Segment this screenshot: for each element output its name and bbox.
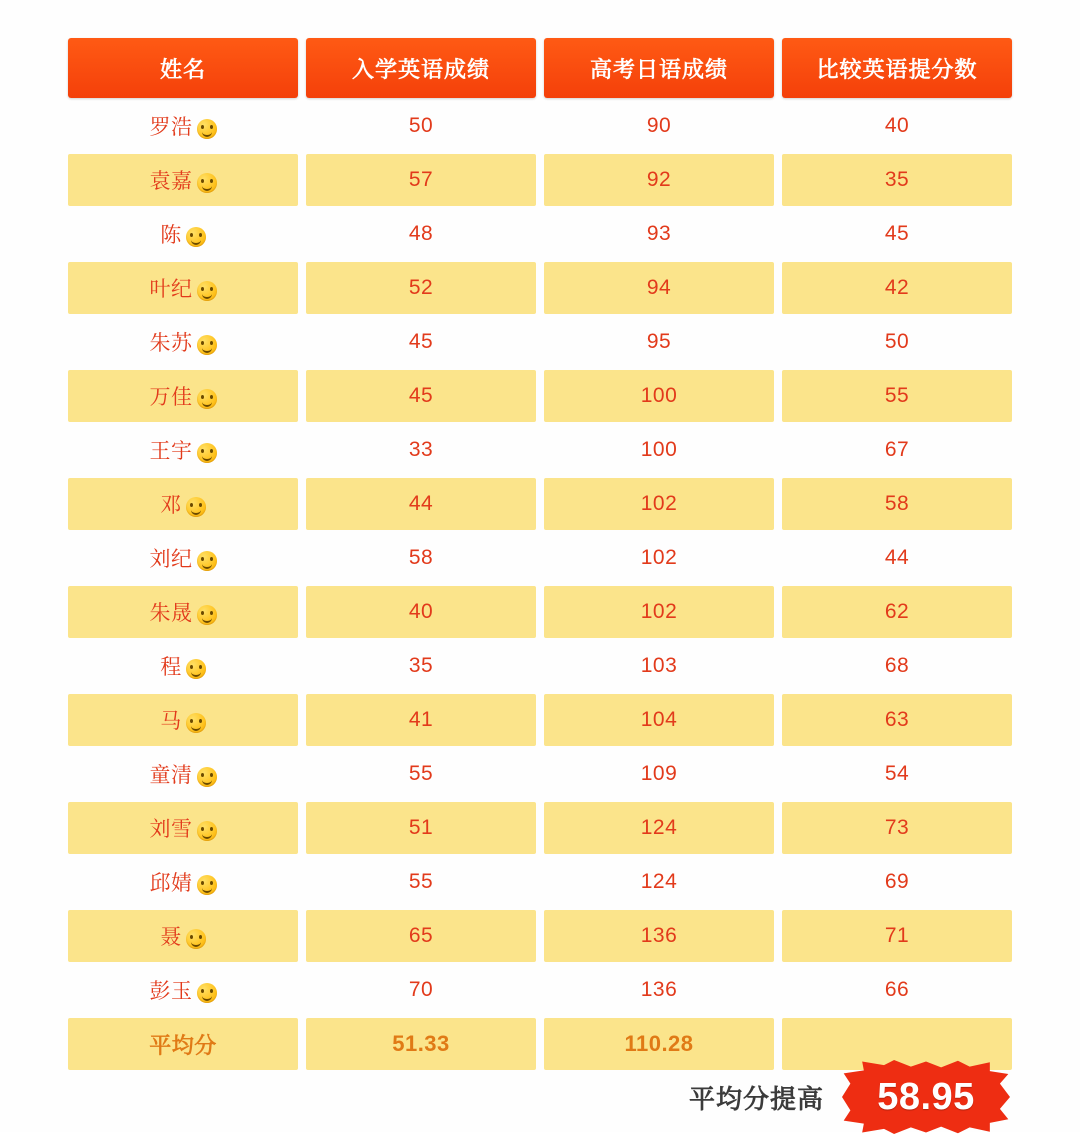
smiley-face-icon (186, 497, 206, 517)
name-text: 彭玉 (149, 980, 193, 1003)
name-text: 王宇 (149, 440, 193, 463)
cell-entry-english: 44 (306, 478, 536, 530)
table-row (68, 370, 1012, 422)
table-row (68, 640, 1012, 692)
cell-gaokao-japanese: 90 (646, 114, 672, 137)
cell-entry-english: 33 (408, 438, 434, 461)
table-row (68, 316, 1012, 368)
table-row (68, 100, 1012, 152)
cell-name (68, 802, 298, 854)
name-text: 马 (160, 710, 182, 733)
smiley-face-icon (186, 227, 206, 247)
cell-name (68, 964, 298, 1016)
cell-name (68, 586, 298, 638)
cell-name (68, 100, 298, 152)
name-text: 邓 (160, 494, 182, 517)
cell-score-gain: 42 (782, 262, 1012, 314)
table-row (68, 586, 1012, 638)
table-row (68, 748, 1012, 800)
cell-gaokao-japanese: 136 (544, 910, 774, 962)
cell-gaokao-japanese: 100 (544, 370, 774, 422)
cell-name (68, 640, 298, 692)
footer-summary (0, 1060, 1080, 1134)
name-text: 陈 (160, 224, 182, 247)
average-gain-badge (842, 1060, 1010, 1134)
smiley-face-icon (197, 173, 217, 193)
name-text: 刘纪 (149, 548, 193, 571)
cell-name (68, 694, 298, 746)
column-header-name: 姓名 (68, 38, 298, 98)
cell-name (68, 154, 298, 206)
smiley-face-icon (197, 281, 217, 301)
cell-name (68, 532, 298, 584)
cell-score-gain: 69 (884, 870, 910, 893)
table-row (68, 154, 1012, 206)
average-gain-label: 平均分提高 (688, 1083, 824, 1114)
table-row (68, 532, 1012, 584)
cell-gaokao-japanese: 100 (640, 438, 678, 461)
cell-gaokao-japanese: 95 (646, 330, 672, 353)
cell-entry-english: 45 (408, 330, 434, 353)
smiley-face-icon (197, 389, 217, 409)
name-text: 万佳 (149, 386, 193, 409)
cell-score-gain: 63 (782, 694, 1012, 746)
column-header-score-gain: 比较英语提分数 (782, 38, 1012, 98)
name-text: 叶纪 (149, 278, 193, 301)
cell-entry-english: 41 (306, 694, 536, 746)
cell-name (68, 910, 298, 962)
cell-entry-english: 40 (306, 586, 536, 638)
cell-gaokao-japanese: 103 (640, 654, 678, 677)
smiley-face-icon (197, 119, 217, 139)
cell-score-gain: 54 (884, 762, 910, 785)
average-gain-value: 58.95 (877, 1075, 975, 1118)
name-text: 刘雪 (149, 818, 193, 841)
cell-entry-english: 55 (408, 870, 434, 893)
cell-entry-english: 52 (306, 262, 536, 314)
cell-score-gain: 50 (884, 330, 910, 353)
cell-average-entry-english: 51.33 (306, 1018, 536, 1070)
cell-score-gain: 58 (782, 478, 1012, 530)
name-text: 程 (160, 656, 182, 679)
cell-average-gaokao-japanese: 110.28 (544, 1018, 774, 1070)
cell-entry-english: 50 (408, 114, 434, 137)
smiley-face-icon (186, 713, 206, 733)
cell-entry-english: 55 (408, 762, 434, 785)
cell-score-gain: 73 (782, 802, 1012, 854)
cell-entry-english: 45 (306, 370, 536, 422)
name-text: 罗浩 (149, 116, 193, 139)
cell-score-gain: 62 (782, 586, 1012, 638)
cell-gaokao-japanese: 136 (640, 978, 678, 1001)
smiley-face-icon (197, 551, 217, 571)
cell-gaokao-japanese: 124 (544, 802, 774, 854)
cell-score-gain: 71 (782, 910, 1012, 962)
cell-name (68, 370, 298, 422)
cell-gaokao-japanese: 102 (640, 546, 678, 569)
table-row (68, 910, 1012, 962)
column-header-entry-english: 入学英语成绩 (306, 38, 536, 98)
name-text: 邱婧 (149, 872, 193, 895)
cell-name (68, 478, 298, 530)
cell-gaokao-japanese: 102 (544, 586, 774, 638)
name-text: 朱苏 (149, 332, 193, 355)
table-header-row (68, 38, 1012, 98)
cell-average-label: 平均分 (68, 1018, 298, 1070)
cell-name (68, 748, 298, 800)
table-row (68, 964, 1012, 1016)
smiley-face-icon (197, 443, 217, 463)
name-text: 聂 (160, 926, 182, 949)
smiley-face-icon (186, 659, 206, 679)
score-table (68, 38, 1012, 1072)
cell-gaokao-japanese: 94 (544, 262, 774, 314)
cell-entry-english: 35 (408, 654, 434, 677)
table-row (68, 208, 1012, 260)
cell-score-gain: 67 (884, 438, 910, 461)
cell-entry-english: 48 (408, 222, 434, 245)
cell-entry-english: 51 (306, 802, 536, 854)
cell-entry-english: 58 (408, 546, 434, 569)
cell-entry-english: 70 (408, 978, 434, 1001)
cell-name (68, 856, 298, 908)
cell-gaokao-japanese: 92 (544, 154, 774, 206)
cell-score-gain: 68 (884, 654, 910, 677)
cell-name (68, 262, 298, 314)
cell-name (68, 208, 298, 260)
table-row (68, 856, 1012, 908)
table-row (68, 424, 1012, 476)
smiley-face-icon (197, 335, 217, 355)
cell-score-gain: 35 (782, 154, 1012, 206)
cell-gaokao-japanese: 104 (544, 694, 774, 746)
smiley-face-icon (197, 605, 217, 625)
table-row (68, 694, 1012, 746)
cell-score-gain: 40 (884, 114, 910, 137)
cell-name (68, 316, 298, 368)
name-text: 童清 (149, 764, 193, 787)
name-text: 朱晟 (149, 602, 193, 625)
cell-score-gain: 66 (884, 978, 910, 1001)
cell-gaokao-japanese: 124 (640, 870, 678, 893)
table-row (68, 478, 1012, 530)
smiley-face-icon (197, 767, 217, 787)
table-row (68, 262, 1012, 314)
smiley-face-icon (197, 875, 217, 895)
name-text: 袁嘉 (149, 170, 193, 193)
cell-score-gain: 55 (782, 370, 1012, 422)
table-row (68, 802, 1012, 854)
cell-score-gain: 45 (884, 222, 910, 245)
cell-entry-english: 57 (306, 154, 536, 206)
column-header-gaokao-japanese: 高考日语成绩 (544, 38, 774, 98)
smiley-face-icon (186, 929, 206, 949)
cell-gaokao-japanese: 109 (640, 762, 678, 785)
cell-name (68, 424, 298, 476)
smiley-face-icon (197, 821, 217, 841)
cell-entry-english: 65 (306, 910, 536, 962)
cell-score-gain: 44 (884, 546, 910, 569)
cell-gaokao-japanese: 93 (646, 222, 672, 245)
smiley-face-icon (197, 983, 217, 1003)
cell-gaokao-japanese: 102 (544, 478, 774, 530)
